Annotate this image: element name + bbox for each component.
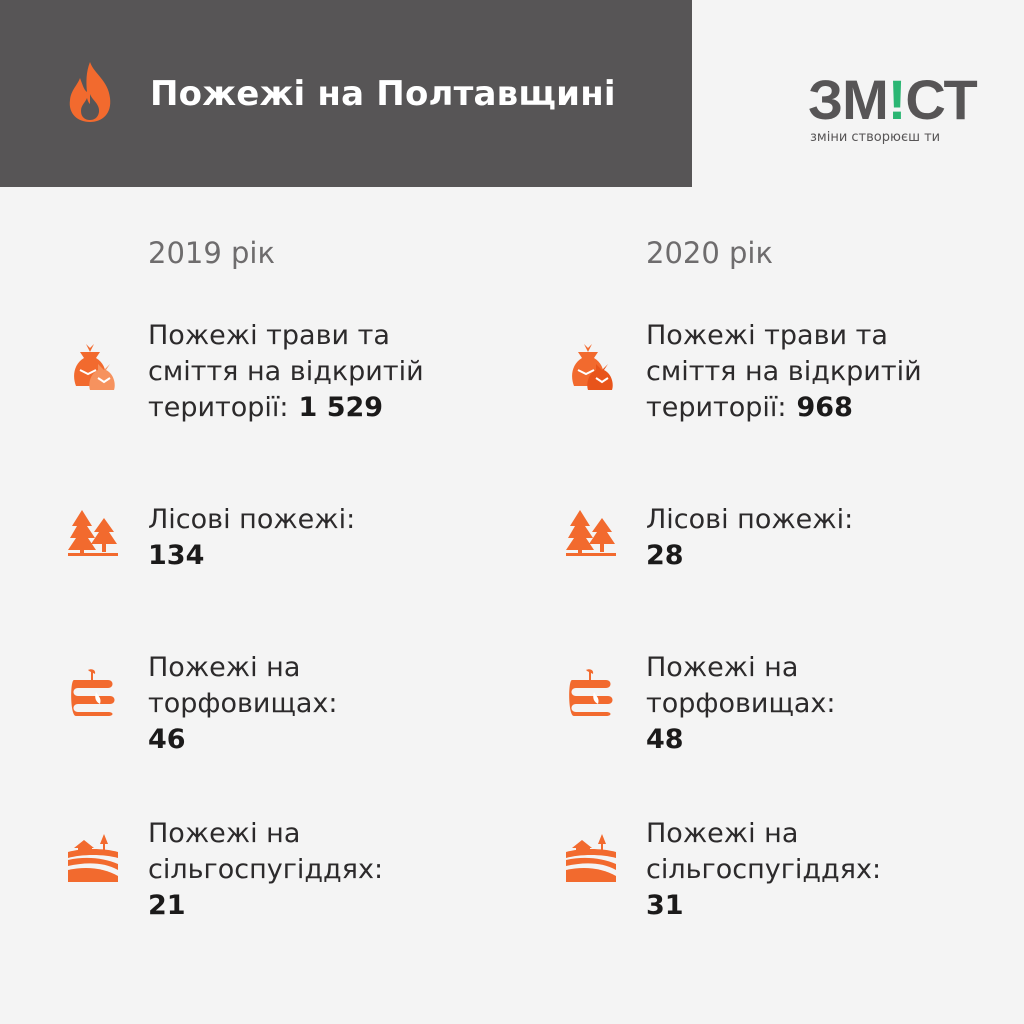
garbage-bags-icon	[566, 340, 616, 394]
logo-mark-b: !	[887, 68, 906, 131]
farmland-icon	[566, 830, 616, 884]
page-title: Пожежі на Полтавщині	[150, 74, 616, 114]
forest-icon	[566, 504, 616, 558]
forest-icon	[68, 504, 118, 558]
peat-bog-icon	[566, 666, 616, 720]
stat-label-line: Пожежі трави та	[148, 320, 390, 351]
stat-label-line: Пожежі на	[148, 818, 301, 849]
stat-value: 28	[646, 540, 684, 571]
year-heading-2020: 2020 рік	[646, 236, 774, 270]
logo-mark	[808, 68, 977, 131]
flame-icon	[64, 60, 116, 124]
header-banner	[0, 0, 692, 187]
stat-value: 1 529	[298, 392, 384, 423]
stat-label-line: Пожежі на	[148, 652, 301, 683]
stat-text	[646, 502, 853, 574]
stat-label-line: сміття на відкритій	[148, 356, 424, 387]
stat-label-line	[148, 390, 424, 426]
stat-text	[148, 502, 355, 574]
stat-label-line: торфовищах:	[646, 688, 836, 719]
stat-label-line: Пожежі трави та	[646, 320, 888, 351]
stat-label-line: сільгоспугіддях:	[148, 854, 384, 885]
garbage-bags-icon	[68, 340, 118, 394]
logo-mark-c: СТ	[905, 68, 977, 131]
zmist-logo	[808, 68, 977, 152]
stat-value: 134	[148, 540, 205, 571]
stat-label-text: території:	[148, 392, 289, 423]
stat-label-line: Пожежі на	[646, 652, 799, 683]
stat-value: 46	[148, 724, 186, 755]
stat-text	[646, 816, 881, 924]
stat-text	[148, 816, 383, 924]
year-heading-2019: 2019 рік	[148, 236, 276, 270]
stat-value: 48	[646, 724, 684, 755]
logo-mark-a: ЗМ	[808, 68, 888, 131]
stat-text	[148, 650, 338, 758]
farmland-icon	[68, 830, 118, 884]
stat-label-line: торфовищах:	[148, 688, 338, 719]
stat-text	[646, 650, 836, 758]
stat-label-line: сільгоспугіддях:	[646, 854, 882, 885]
stat-text	[148, 318, 424, 426]
stat-value: 968	[796, 392, 853, 423]
stat-value: 31	[646, 890, 684, 921]
stat-label-line: Лісові пожежі:	[646, 504, 854, 535]
stat-value: 21	[148, 890, 186, 921]
peat-bog-icon	[68, 666, 118, 720]
stat-label-line: Пожежі на	[646, 818, 799, 849]
stat-text	[646, 318, 922, 426]
stat-label-line: сміття на відкритій	[646, 356, 922, 387]
stat-label-line: Лісові пожежі:	[148, 504, 356, 535]
stat-label-text: території:	[646, 392, 787, 423]
logo-tagline: зміни створюєш ти	[810, 130, 941, 145]
stat-label-line	[646, 390, 922, 426]
